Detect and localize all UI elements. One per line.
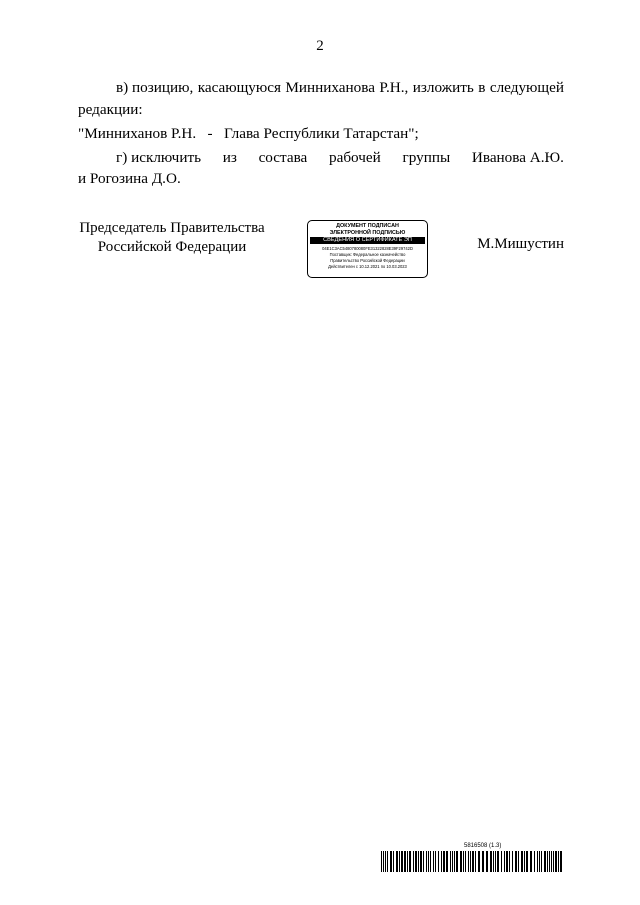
signer-title-line-1: Председатель Правительства: [79, 220, 265, 236]
word: группы: [402, 149, 451, 166]
stamp-owner: Правительство Российской Федерации: [330, 258, 405, 264]
item-v-line-1: [78, 77, 564, 99]
word: г) исключить: [116, 149, 202, 166]
signer-name: М.Мишустин: [477, 236, 564, 252]
stamp-cert-number: 04E1C3AC5480780080FE31322828E39F29742D: [322, 246, 413, 252]
barcode-image: [381, 851, 563, 872]
signer-title-line-2: Российской Федерации: [97, 239, 247, 255]
item-g-line-1: [78, 147, 564, 169]
quote-line: "Минниханов Р.Н. - Глава Республики Татарстан";: [78, 125, 419, 142]
document-serial: 5816508 (1.3): [464, 843, 502, 849]
stamp-validity: Действителен с 10.12.2021 по 10.03.2023: [328, 264, 407, 270]
word: Р.Н.,: [379, 79, 409, 96]
word: изложить: [412, 79, 474, 96]
word: рабочей: [329, 149, 381, 166]
stamp-heading-line-1: ДОКУМЕНТ ПОДПИСАН: [336, 223, 399, 229]
e-signature-stamp: [307, 220, 428, 278]
word: в) позицию,: [116, 79, 194, 96]
stamp-heading-line-2: ЭЛЕКТРОННОЙ ПОДПИСЬЮ: [329, 229, 406, 236]
item-v-line-2: редакции:: [78, 101, 143, 118]
word: Минниханова: [285, 79, 375, 96]
word: касающуюся: [197, 79, 281, 96]
page-number: 2: [316, 38, 324, 54]
item-g-line-2: и Рогозина Д.О.: [78, 170, 181, 187]
signer-title: [70, 219, 274, 257]
word: из: [222, 149, 237, 166]
stamp-cert-bar: СВЕДЕНИЯ О СЕРТИФИКАТЕ ЭП: [310, 237, 425, 244]
word: следующей: [489, 79, 564, 96]
word: в: [478, 79, 486, 96]
stamp-heading: [308, 223, 427, 236]
word: Иванова А.Ю.: [471, 149, 564, 166]
stamp-issuer: Поставщик: Федеральное казначейство: [329, 252, 406, 258]
word: состава: [258, 149, 308, 166]
